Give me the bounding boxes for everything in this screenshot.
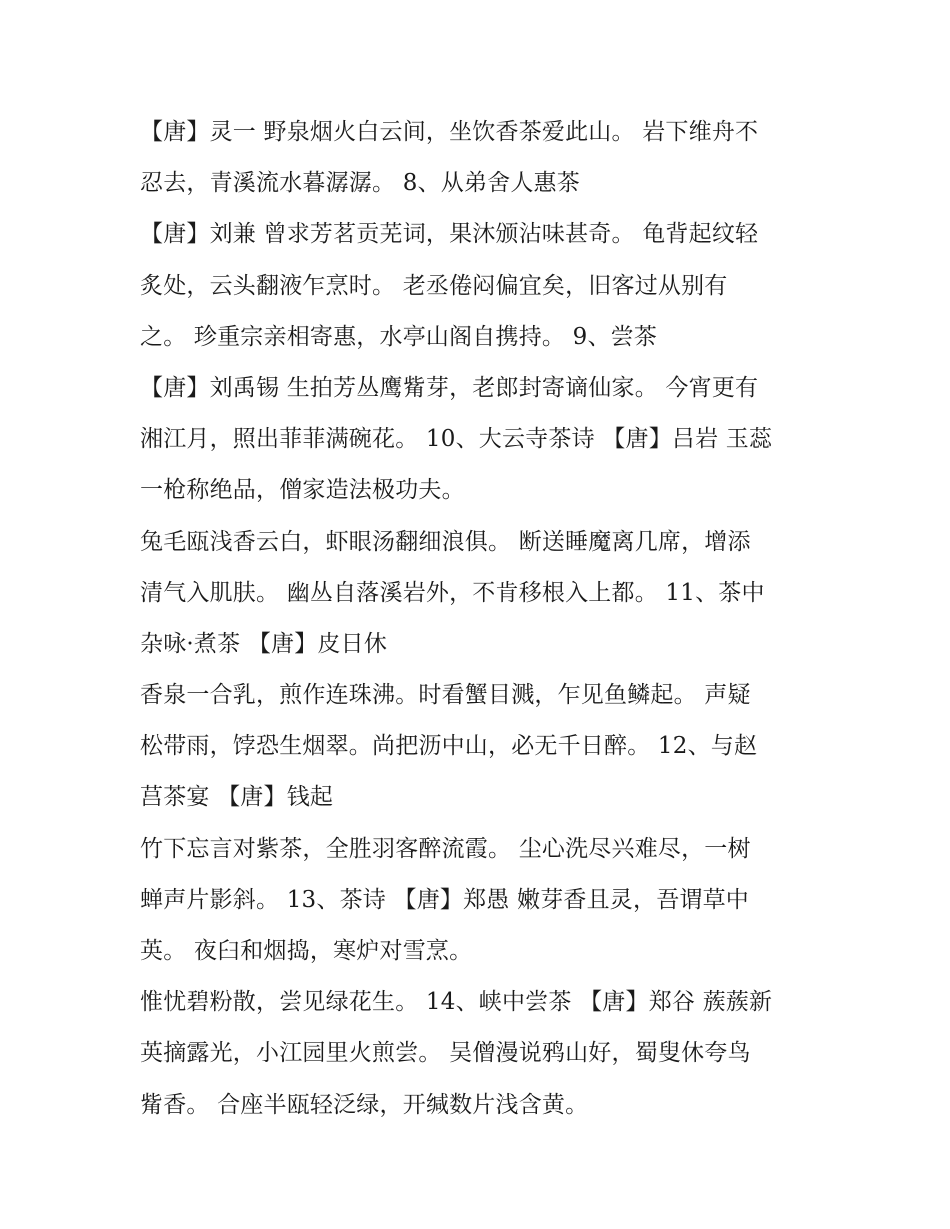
text-line: 觜香。 合座半瓯轻泛绿，开缄数片浅含黄。 — [140, 1091, 589, 1118]
document-body — [140, 107, 820, 1131]
text-line: 蝉声片影斜。 13、茶诗 【唐】郑愚 嫩芽香且灵，吾谓草中 — [140, 886, 749, 913]
text-line: 清气入肌肤。 幽丛自落溪岩外，不肯移根入上都。 11、茶中 — [140, 579, 765, 606]
text-line: 杂咏·煮茶 【唐】皮日休 — [140, 630, 388, 657]
text-line: 炙处，云头翻液乍烹时。 老丞倦闷偏宜矣，旧客过从别有 — [140, 272, 728, 299]
text-line: 忍去，青溪流水暮潺潺。 8、从弟舍人惠茶 — [140, 170, 580, 197]
text-line: 松带雨，饽恐生烟翠。尚把沥中山，必无千日醉。 12、与赵 — [140, 733, 758, 760]
text-line: 惟忧碧粉散，尝见绿花生。 14、峡中尝茶 【唐】郑谷 蔟蔟新 — [140, 989, 773, 1016]
text-line: 【唐】刘禹锡 生拍芳丛鹰觜芽，老郎封寄谪仙家。 今宵更有 — [140, 374, 759, 401]
text-line: 香泉一合乳，煎作连珠沸。时看蟹目溅，乍见鱼鳞起。 声疑 — [140, 682, 751, 709]
text-line: 【唐】刘兼 曾求芳茗贡芜词，果沐颁沾味甚奇。 龟背起纹轻 — [140, 221, 759, 248]
text-line: 竹下忘言对紫茶，全胜羽客醉流霞。 尘心洗尽兴难尽，一树 — [140, 835, 751, 862]
text-line: 湘江月，照出菲菲满碗花。 10、大云寺茶诗 【唐】吕岩 玉蕊 — [140, 426, 773, 453]
text-line: 【唐】灵一 野泉烟火白云间，坐饮香茶爱此山。 岩下维舟不 — [140, 119, 759, 145]
text-line: 英。 夜臼和烟捣，寒炉对雪烹。 — [140, 938, 473, 964]
text-line: 莒茶宴 【唐】钱起 — [140, 784, 334, 811]
text-line: 英摘露光，小江园里火煎尝。 吴僧漫说鸦山好，蜀叟休夸鸟 — [140, 1040, 751, 1067]
text-line: 之。 珍重宗亲相寄惠，水亭山阁自携持。 9、尝茶 — [140, 323, 658, 350]
text-line: 兔毛瓯浅香云白，虾眼汤翻细浪俱。 断送睡魔离几席，增添 — [140, 528, 751, 555]
text-line: 一枪称绝品，僧家造法极功夫。 — [140, 477, 465, 504]
